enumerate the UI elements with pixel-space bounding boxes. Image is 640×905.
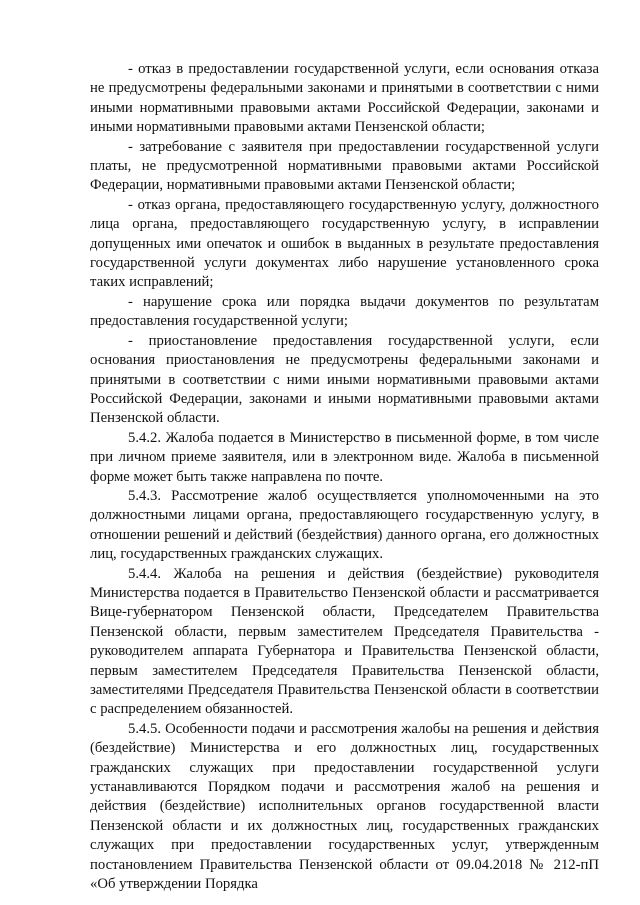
paragraph-correction-refusal: - отказ органа, предоставляющего государственную услугу, должностного лица органа, предоставляющего государственную услугу, в исправлении допущенных ими опечаток и ошибок в выданных в результате предоставления государственной услуги документах либо нарушение установленного срока таких исправлений; [90,196,599,291]
paragraph-5-4-3: 5.4.3. Рассмотрение жалоб осуществляется уполномоченными на это должностными лицами органа, предоставляющего государственную услугу, в отношении решений и действий (бездействия) данного органа, его должностных лиц, государственных гражданских служащих. [90,487,599,563]
paragraph-fee-demand: - затребование с заявителя при предоставлении государственной услуги платы, не предусмотренной нормативными правовыми актами Российской Федерации, нормативными правовыми актами Пензенской области; [90,138,599,194]
paragraph-5-4-4: 5.4.4. Жалоба на решения и действия (бездействие) руководителя Министерства подается в Правительство Пензенской области и рассматривается Вице-губернатором Пензенской области, Председателем Правительства Пензенской области, первым заместителем Председателя Правительства - руководителем аппарата Губернатора и Правительства Пензенской области, первым заместителем Председателя Правительства Пензенской области, заместителями Председателя Правительства Пензенской области в соответствии с распределением обязанностей. [90,565,599,718]
paragraph-suspension: - приостановление предоставления государственной услуги, если основания приостановления не предусмотрены федеральными законами и принятыми в соответствии с ними иными нормативными правовыми актами Российской Федерации, законами и иными нормативными правовыми актами Пензенской области. [90,332,599,427]
paragraph-5-4-5: 5.4.5. Особенности подачи и рассмотрения жалобы на решения и действия (бездействие) Министерства и его должностных лиц, государственных гражданских служащих при предоставлении государственной услуги устанавливаются Порядком подачи и рассмотрения жалоб на решения и действия (бездействие) исполнительных органов государственной власти Пензенской области и их должностных лиц, государственных гражданских служащих при предоставлении государственных услуг, утвержденным постановлением Правительства Пензенской области от 09.04.2018 № 212-пП «Об утверждении Порядка [90,720,599,893]
paragraph-5-4-2: 5.4.2. Жалоба подается в Министерство в письменной форме, в том числе при личном приеме заявителя, или в электронном виде. Жалоба в письменной форме может быть также направлена по почте. [90,429,599,485]
paragraph-deadline-violation: - нарушение срока или порядка выдачи документов по результатам предоставления государственной услуги; [90,293,599,330]
paragraph-refusal: - отказ в предоставлении государственной услуги, если основания отказа не предусмотрены федеральными законами и принятыми в соответствии с ними иными нормативными правовыми актами Российской Федерации, законами и иными нормативными правовыми актами Пензенской области; [90,61,599,136]
